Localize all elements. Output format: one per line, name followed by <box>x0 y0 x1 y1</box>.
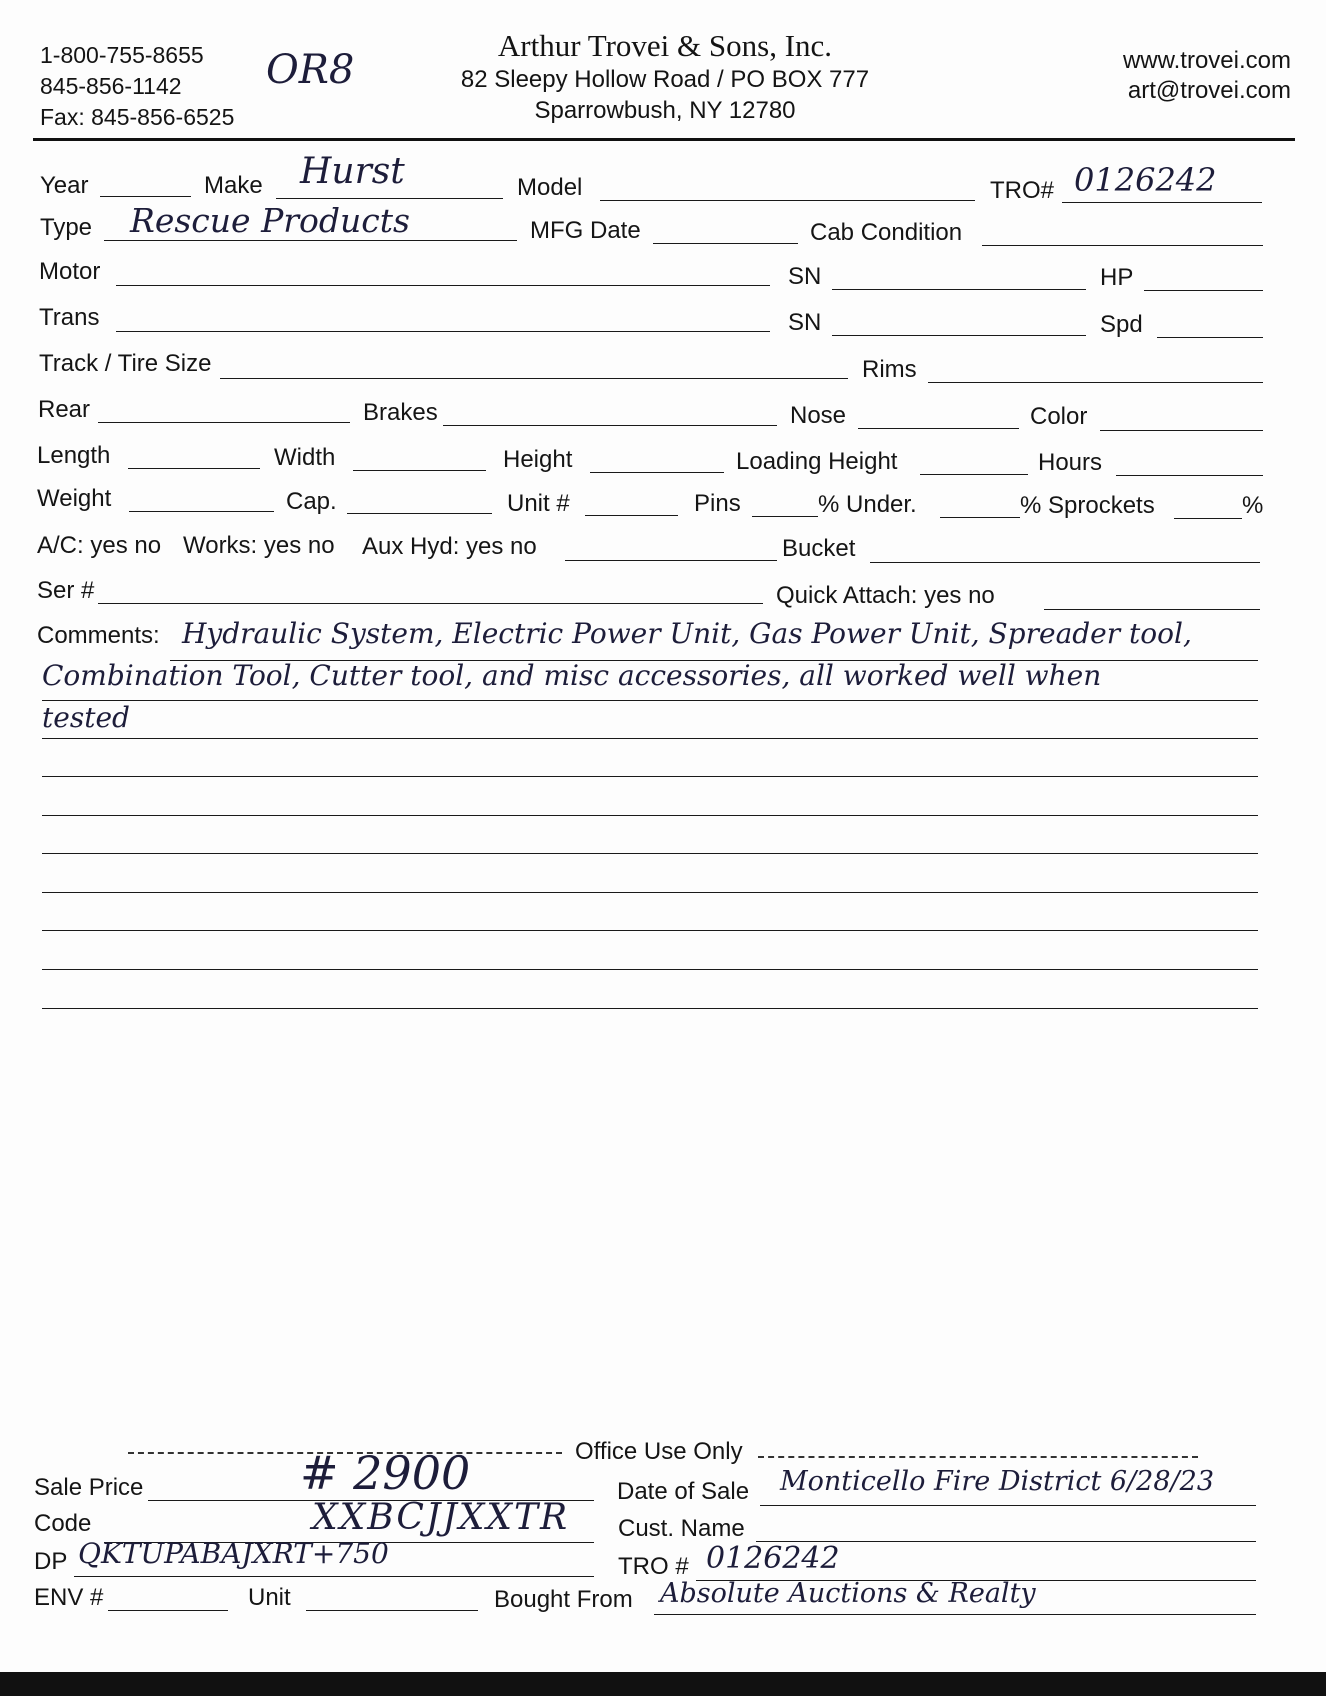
nose-label: Nose <box>790 402 847 429</box>
email: art@trovei.com <box>1127 77 1291 104</box>
comment-line[interactable] <box>42 776 1258 777</box>
comment-line[interactable] <box>42 1008 1258 1009</box>
serial-line[interactable] <box>98 603 763 604</box>
company-block <box>450 28 880 126</box>
make-line[interactable] <box>276 198 503 199</box>
web-block <box>1123 46 1291 106</box>
under-line[interactable] <box>940 517 1020 518</box>
office-use-heading: Office Use Only <box>575 1438 743 1465</box>
track-tire-line[interactable] <box>220 378 848 379</box>
contact-block <box>40 40 234 133</box>
weight-label: Weight <box>37 485 112 512</box>
type-value: Rescue Products <box>130 201 410 240</box>
ac-label: A/C: yes no <box>37 532 162 559</box>
motor-sn-line[interactable] <box>832 289 1086 290</box>
hp-line[interactable] <box>1144 290 1263 291</box>
aux-hyd-line[interactable] <box>565 560 777 561</box>
company-city: Sparrowbush, NY 12780 <box>534 97 796 124</box>
spd-line[interactable] <box>1157 337 1263 338</box>
handwritten-code: OR8 <box>266 47 355 93</box>
comment-line[interactable] <box>170 660 1258 661</box>
model-label: Model <box>517 174 583 201</box>
unit-label: Unit <box>248 1584 291 1611</box>
cust-name-label: Cust. Name <box>618 1515 745 1542</box>
motor-label: Motor <box>39 258 101 285</box>
rims-line[interactable] <box>928 382 1263 383</box>
bought-from-line[interactable] <box>654 1614 1256 1615</box>
website: www.trovei.com <box>1122 47 1291 74</box>
color-line[interactable] <box>1100 430 1263 431</box>
trans-label: Trans <box>39 304 100 331</box>
quick-attach-label: Quick Attach: yes no <box>776 582 995 609</box>
comment-line[interactable] <box>42 969 1258 970</box>
weight-line[interactable] <box>129 511 274 512</box>
make-value: Hurst <box>300 151 405 192</box>
dp-line[interactable] <box>74 1576 594 1577</box>
bucket-line[interactable] <box>870 562 1260 563</box>
tro-office-value: 0126242 <box>706 1541 840 1576</box>
track-tire-label: Track / Tire Size <box>39 350 212 377</box>
env-label: ENV # <box>34 1584 104 1611</box>
comment-line-3-text: tested <box>42 701 130 734</box>
comment-line[interactable] <box>42 930 1258 931</box>
hours-label: Hours <box>1038 449 1103 476</box>
aux-hyd-label: Aux Hyd: yes no <box>362 533 537 560</box>
comment-line[interactable] <box>42 892 1258 893</box>
date-of-sale-label: Date of Sale <box>617 1478 750 1505</box>
brakes-line[interactable] <box>443 425 777 426</box>
loading-height-line[interactable] <box>920 474 1028 475</box>
comment-line[interactable] <box>42 700 1258 701</box>
bought-from-value: Absolute Auctions & Realty <box>660 1578 1036 1609</box>
company-address: 82 Sleepy Hollow Road / PO BOX 777 <box>460 66 870 93</box>
sale-price-value: # 2900 <box>300 1446 471 1500</box>
date-of-sale-line[interactable] <box>760 1505 1256 1506</box>
height-line[interactable] <box>590 472 724 473</box>
sprockets-label: % Sprockets <box>1020 492 1155 519</box>
office-divider-right <box>758 1456 1198 1458</box>
sprockets-line[interactable] <box>1174 518 1242 519</box>
dp-label: DP <box>34 1548 68 1575</box>
cab-condition-label: Cab Condition <box>810 219 963 246</box>
length-line[interactable] <box>128 468 260 469</box>
date-of-sale-value: Monticello Fire District 6/28/23 <box>780 1466 1214 1497</box>
tro-label: TRO# <box>990 177 1055 204</box>
comment-line-2-text: Combination Tool, Cutter tool, and misc accessories, all worked well when <box>42 659 1102 692</box>
trans-sn-line[interactable] <box>832 335 1086 336</box>
year-line[interactable] <box>100 196 191 197</box>
comment-line-1-text: Hydraulic System, Electric Power Unit, Gas Power Unit, Spreader tool, <box>182 617 1192 650</box>
company-name: Arthur Trovei & Sons, Inc. <box>497 28 833 63</box>
quick-attach-line[interactable] <box>1044 609 1260 610</box>
phone-number: 1-800-755-8655 <box>40 42 204 68</box>
tro-value: 0126242 <box>1074 161 1217 199</box>
header-rule <box>33 138 1295 141</box>
sprockets-percent: % <box>1242 492 1264 519</box>
code-value: XXBCJJXXTR <box>312 1497 570 1538</box>
mfg-date-label: MFG Date <box>530 217 641 244</box>
motor-sn-label: SN <box>788 263 822 290</box>
sale-price-label: Sale Price <box>34 1474 144 1501</box>
fax-number: Fax: 845-856-6525 <box>40 104 235 130</box>
dp-value: QKTUPABAJXRT+750 <box>78 1537 389 1570</box>
trans-sn-label: SN <box>788 309 822 336</box>
motor-line[interactable] <box>116 285 770 286</box>
scan-edge <box>0 1672 1326 1696</box>
bought-from-label: Bought From <box>494 1586 633 1613</box>
cab-condition-line[interactable] <box>982 245 1263 246</box>
unit-line[interactable] <box>306 1610 478 1611</box>
env-line[interactable] <box>108 1610 228 1611</box>
pins-label: Pins <box>694 490 741 517</box>
year-label: Year <box>40 172 89 199</box>
comment-line[interactable] <box>42 815 1258 816</box>
serial-label: Ser # <box>37 577 95 604</box>
brakes-label: Brakes <box>363 399 438 426</box>
rear-line[interactable] <box>98 422 350 423</box>
cap-label: Cap. <box>286 488 337 515</box>
phone-number: 845-856-1142 <box>40 73 182 99</box>
hours-line[interactable] <box>1116 475 1263 476</box>
tro-office-label: TRO # <box>618 1553 689 1580</box>
length-label: Length <box>37 442 111 469</box>
loading-height-label: Loading Height <box>736 448 898 475</box>
pins-line[interactable] <box>752 516 818 517</box>
rims-label: Rims <box>862 356 917 383</box>
model-line[interactable] <box>600 200 975 201</box>
code-label: Code <box>34 1510 92 1537</box>
nose-line[interactable] <box>858 428 1019 429</box>
rear-label: Rear <box>38 396 91 423</box>
comment-line[interactable] <box>42 738 1258 739</box>
cap-line[interactable] <box>347 513 492 514</box>
mfg-date-line[interactable] <box>653 243 798 244</box>
unit-number-line[interactable] <box>585 515 678 516</box>
color-label: Color <box>1030 403 1088 430</box>
type-label: Type <box>40 214 93 241</box>
tro-line[interactable] <box>1062 202 1262 203</box>
type-line[interactable] <box>104 240 517 241</box>
trans-line[interactable] <box>116 331 770 332</box>
hp-label: HP <box>1100 264 1134 291</box>
works-label: Works: yes no <box>183 532 335 559</box>
comment-line[interactable] <box>42 853 1258 854</box>
width-label: Width <box>274 444 336 471</box>
make-label: Make <box>204 172 263 199</box>
width-line[interactable] <box>353 470 486 471</box>
height-label: Height <box>503 446 573 473</box>
bucket-label: Bucket <box>782 535 856 562</box>
spd-label: Spd <box>1100 311 1143 338</box>
comments-label: Comments: <box>37 622 160 649</box>
unit-number-label: Unit # <box>507 490 570 517</box>
under-label: % Under. <box>818 491 917 518</box>
